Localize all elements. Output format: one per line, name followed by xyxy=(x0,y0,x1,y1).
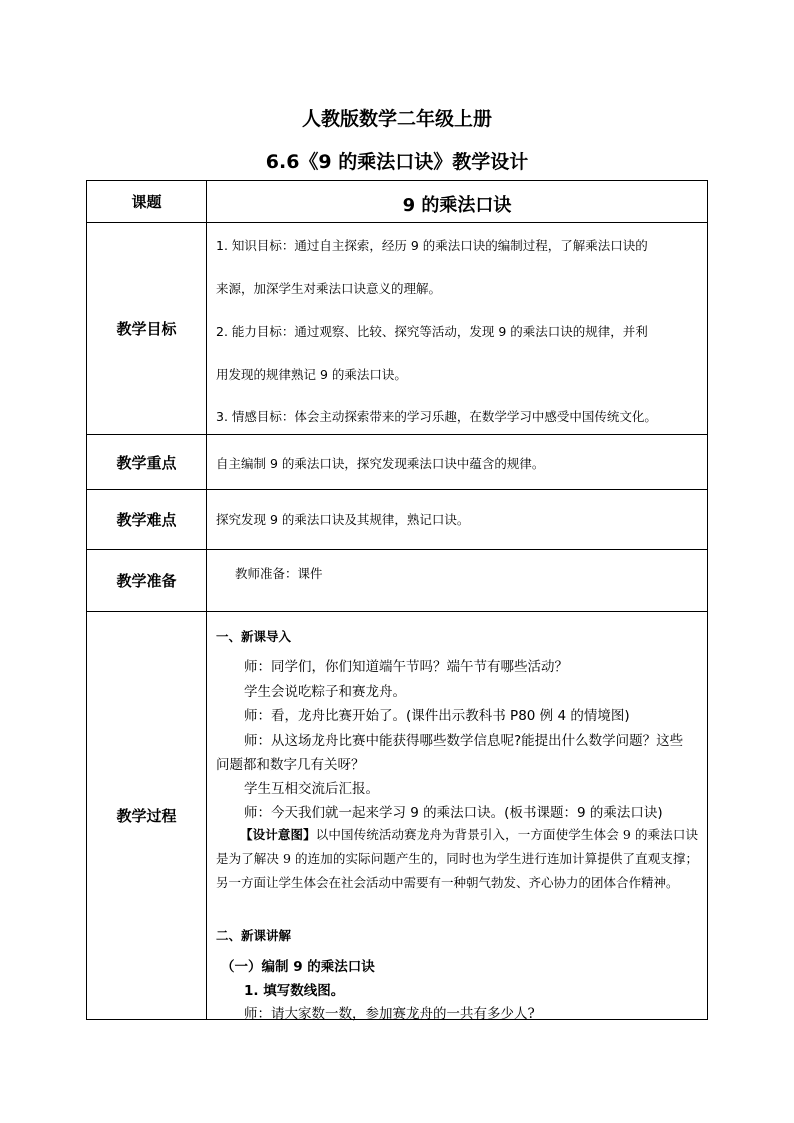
lesson-plan-table xyxy=(86,180,708,1020)
process-line-6: 师：今天我们就一起来学习 9 的乘法口诀。(板书课题：9 的乘法口诀) xyxy=(244,805,663,821)
preparation-label: 教学准备 xyxy=(87,550,207,611)
row-difficulties xyxy=(87,490,707,550)
process-line-4a: 师：从这场龙舟比赛中能获得哪些数学信息呢?能提出什么数学问题？这些 xyxy=(244,733,684,749)
row-goals xyxy=(87,223,707,435)
topic-label: 课题 xyxy=(87,181,207,222)
row-process xyxy=(87,612,707,1022)
goal-1-line-1: 1. 知识目标：通过自主探索，经历 9 的乘法口诀的编制过程，了解乘法口诀的 xyxy=(216,238,648,253)
design-intent-label: 【设计意图】 xyxy=(240,827,316,842)
goals-label: 教学目标 xyxy=(87,223,207,434)
difficulties-text: 探究发现 9 的乘法口诀及其规律，熟记口诀。 xyxy=(216,512,470,527)
step-1-heading: 1. 填写数线图。 xyxy=(244,983,345,999)
goal-1-line-2: 来源，加深学生对乘法口诀意义的理解。 xyxy=(216,281,442,296)
key-points-label: 教学重点 xyxy=(87,435,207,489)
row-topic xyxy=(87,181,707,223)
section-1-heading: 一、新课导入 xyxy=(216,629,292,644)
document-subtitle: 6.6《9 的乘法口诀》教学设计 xyxy=(265,151,529,173)
key-points-text: 自主编制 9 的乘法口诀，探究发现乘法口诀中蕴含的规律。 xyxy=(216,456,545,471)
design-intent-paragraph xyxy=(216,823,698,895)
goal-2-line-2: 用发现的规律熟记 9 的乘法口诀。 xyxy=(216,367,407,382)
topic-value: 9 的乘法口诀 xyxy=(402,195,512,216)
difficulties-label: 教学难点 xyxy=(87,490,207,549)
process-line-2: 学生会说吃粽子和赛龙舟。 xyxy=(244,684,406,700)
process-line-4b: 问题都和数字几有关呀？ xyxy=(216,757,365,773)
section-2-heading: 二、新课讲解 xyxy=(216,928,292,943)
preparation-text: 教师准备：课件 xyxy=(235,566,323,581)
row-key-points xyxy=(87,435,707,490)
design-intent-text: 以中国传统活动赛龙舟为背景引入，一方面使学生体会 9 的乘法口诀是为了解决 9 的连加的实际问题产生的，同时也为学生进行连加计算提供了直观支撑；另一方面让学生体会在社会活动中需要有一种朝气勃发、齐心协力的团体合作精神。 xyxy=(216,827,698,890)
process-label: 教学过程 xyxy=(87,612,207,1019)
document-title: 人教版数学二年级上册 xyxy=(301,108,492,130)
row-preparation xyxy=(87,550,707,612)
process-line-3: 师：看，龙舟比赛开始了。(课件出示教科书 P80 例 4 的情境图) xyxy=(244,708,630,724)
subsection-1-heading: （一）编制 9 的乘法口诀 xyxy=(221,959,375,975)
process-line-5: 学生互相交流后汇报。 xyxy=(244,781,379,797)
goal-2-line-1: 2. 能力目标：通过观察、比较、探究等活动，发现 9 的乘法口诀的规律，并利 xyxy=(216,324,648,339)
goal-3: 3. 情感目标：体会主动探索带来的学习乐趣，在数学学习中感受中国传统文化。 xyxy=(216,409,657,424)
process-line-7: 师：请大家数一数，参加赛龙舟的一共有多少人? xyxy=(244,1006,535,1022)
process-line-1: 师：同学们，你们知道端午节吗？端午节有哪些活动？ xyxy=(244,659,568,675)
